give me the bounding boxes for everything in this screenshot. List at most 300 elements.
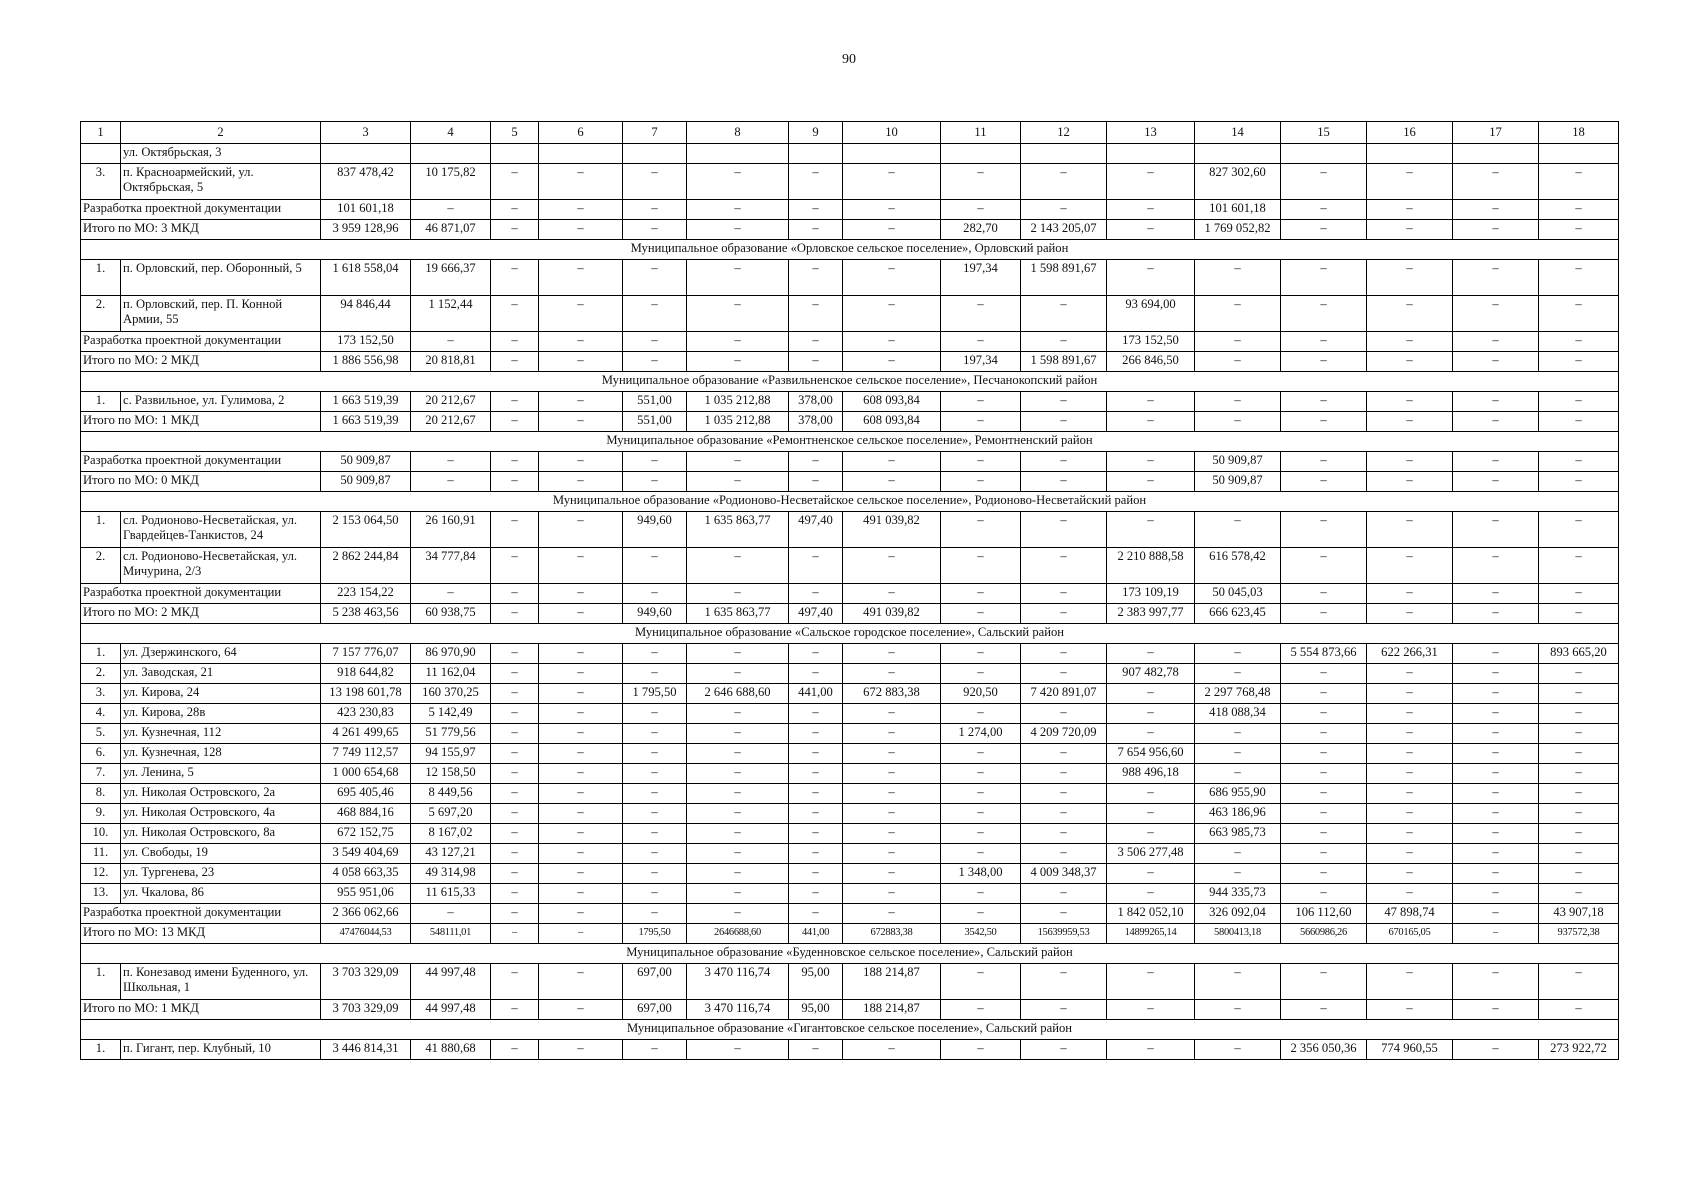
value-cell-col-6: – bbox=[539, 784, 623, 804]
value-cell-col-16: – bbox=[1367, 452, 1453, 472]
value-cell-col-6: – bbox=[539, 412, 623, 432]
value-cell-col-7: – bbox=[623, 724, 687, 744]
summary-row bbox=[81, 584, 1619, 604]
value-cell-col-16: 622 266,31 bbox=[1367, 644, 1453, 664]
value-cell-col-5: – bbox=[491, 904, 539, 924]
table-row bbox=[81, 864, 1619, 884]
value-cell-col-4: 44 997,48 bbox=[411, 964, 491, 1000]
value-cell-col-17: – bbox=[1453, 904, 1539, 924]
value-cell-col-17: – bbox=[1453, 924, 1539, 944]
value-cell-col-4: 26 160,91 bbox=[411, 512, 491, 548]
value-cell-col-8: – bbox=[687, 864, 789, 884]
value-cell-col-17: – bbox=[1453, 352, 1539, 372]
value-cell-col-6: – bbox=[539, 964, 623, 1000]
value-cell-col-13: – bbox=[1107, 220, 1195, 240]
value-cell-col-14: 1 769 052,82 bbox=[1195, 220, 1281, 240]
row-number: 4. bbox=[81, 704, 121, 724]
value-cell-col-6 bbox=[539, 144, 623, 164]
value-cell-col-4: 10 175,82 bbox=[411, 164, 491, 200]
value-cell-col-9 bbox=[789, 144, 843, 164]
value-cell-col-13: – bbox=[1107, 164, 1195, 200]
value-cell-col-13 bbox=[1107, 144, 1195, 164]
table-row bbox=[81, 964, 1619, 1000]
value-cell-col-4: – bbox=[411, 904, 491, 924]
value-cell-col-17: – bbox=[1453, 764, 1539, 784]
value-cell-col-8: – bbox=[687, 200, 789, 220]
value-cell-col-9: 95,00 bbox=[789, 964, 843, 1000]
value-cell-col-6: – bbox=[539, 472, 623, 492]
value-cell-col-15 bbox=[1281, 144, 1367, 164]
value-cell-col-4: 1 152,44 bbox=[411, 296, 491, 332]
value-cell-col-14: – bbox=[1195, 260, 1281, 296]
value-cell-col-17: – bbox=[1453, 220, 1539, 240]
value-cell-col-3: 50 909,87 bbox=[321, 472, 411, 492]
value-cell-col-18: – bbox=[1539, 200, 1619, 220]
value-cell-col-6: – bbox=[539, 1000, 623, 1020]
value-cell-col-7: – bbox=[623, 764, 687, 784]
column-header-9: 9 bbox=[789, 122, 843, 144]
value-cell-col-17: – bbox=[1453, 964, 1539, 1000]
section-header-row bbox=[81, 944, 1619, 964]
address-cell: п. Конезавод имени Буденного, ул. Школьная, 1 bbox=[121, 964, 321, 1000]
value-cell-col-10: – bbox=[843, 844, 941, 864]
table-row bbox=[81, 164, 1619, 200]
value-cell-col-12: – bbox=[1021, 664, 1107, 684]
value-cell-col-7: – bbox=[623, 784, 687, 804]
value-cell-col-17: – bbox=[1453, 472, 1539, 492]
value-cell-col-14: – bbox=[1195, 724, 1281, 744]
value-cell-col-10 bbox=[843, 144, 941, 164]
summary-label: Итого по МО: 2 МКД bbox=[81, 352, 321, 372]
value-cell-col-3: 918 644,82 bbox=[321, 664, 411, 684]
value-cell-col-6: – bbox=[539, 724, 623, 744]
table-row bbox=[81, 724, 1619, 744]
value-cell-col-18: – bbox=[1539, 260, 1619, 296]
value-cell-col-8: 1 635 863,77 bbox=[687, 512, 789, 548]
value-cell-col-6: – bbox=[539, 924, 623, 944]
value-cell-col-14: – bbox=[1195, 664, 1281, 684]
value-cell-col-7: – bbox=[623, 260, 687, 296]
value-cell-col-14: – bbox=[1195, 412, 1281, 432]
value-cell-col-5 bbox=[491, 144, 539, 164]
value-cell-col-7: – bbox=[623, 864, 687, 884]
value-cell-col-4: 49 314,98 bbox=[411, 864, 491, 884]
value-cell-col-16: – bbox=[1367, 584, 1453, 604]
value-cell-col-12: – bbox=[1021, 824, 1107, 844]
value-cell-col-5: – bbox=[491, 764, 539, 784]
value-cell-col-18: – bbox=[1539, 804, 1619, 824]
address-cell: п. Красноармейский, ул. Октябрьская, 5 bbox=[121, 164, 321, 200]
value-cell-col-13: 2 210 888,58 bbox=[1107, 548, 1195, 584]
value-cell-col-12: – bbox=[1021, 392, 1107, 412]
value-cell-col-13: – bbox=[1107, 392, 1195, 412]
table-row bbox=[81, 512, 1619, 548]
value-cell-col-14: – bbox=[1195, 864, 1281, 884]
value-cell-col-4: 11 615,33 bbox=[411, 884, 491, 904]
value-cell-col-18: – bbox=[1539, 724, 1619, 744]
value-cell-col-5: – bbox=[491, 164, 539, 200]
value-cell-col-7: – bbox=[623, 884, 687, 904]
value-cell-col-6: – bbox=[539, 824, 623, 844]
value-cell-col-11: 920,50 bbox=[941, 684, 1021, 704]
section-header-row bbox=[81, 624, 1619, 644]
value-cell-col-15: – bbox=[1281, 784, 1367, 804]
value-cell-col-8: 2 646 688,60 bbox=[687, 684, 789, 704]
value-cell-col-5: – bbox=[491, 924, 539, 944]
value-cell-col-9: 378,00 bbox=[789, 392, 843, 412]
value-cell-col-13: 7 654 956,60 bbox=[1107, 744, 1195, 764]
table-row bbox=[81, 684, 1619, 704]
value-cell-col-6: – bbox=[539, 844, 623, 864]
value-cell-col-14: – bbox=[1195, 296, 1281, 332]
value-cell-col-18: – bbox=[1539, 784, 1619, 804]
row-number: 1. bbox=[81, 1040, 121, 1060]
value-cell-col-15: 106 112,60 bbox=[1281, 904, 1367, 924]
section-header-row bbox=[81, 372, 1619, 392]
value-cell-col-16: – bbox=[1367, 220, 1453, 240]
value-cell-col-10: – bbox=[843, 664, 941, 684]
table-row bbox=[81, 144, 1619, 164]
value-cell-col-4: 20 212,67 bbox=[411, 392, 491, 412]
table-row bbox=[81, 704, 1619, 724]
value-cell-col-12: – bbox=[1021, 744, 1107, 764]
section-title: Муниципальное образование «Ремонтненское сельское поселение», Ремонтненский район bbox=[81, 432, 1619, 452]
value-cell-col-10: – bbox=[843, 744, 941, 764]
value-cell-col-17: – bbox=[1453, 296, 1539, 332]
value-cell-col-5: – bbox=[491, 392, 539, 412]
value-cell-col-15: – bbox=[1281, 704, 1367, 724]
value-cell-col-8: – bbox=[687, 764, 789, 784]
value-cell-col-9: – bbox=[789, 352, 843, 372]
value-cell-col-3: 3 446 814,31 bbox=[321, 1040, 411, 1060]
value-cell-col-11: – bbox=[941, 704, 1021, 724]
value-cell-col-17: – bbox=[1453, 724, 1539, 744]
value-cell-col-15: 2 356 050,36 bbox=[1281, 1040, 1367, 1060]
value-cell-col-3: 5 238 463,56 bbox=[321, 604, 411, 624]
value-cell-col-3: 2 366 062,66 bbox=[321, 904, 411, 924]
value-cell-col-7: 551,00 bbox=[623, 392, 687, 412]
value-cell-col-12: – bbox=[1021, 452, 1107, 472]
value-cell-col-4: 12 158,50 bbox=[411, 764, 491, 784]
column-header-15: 15 bbox=[1281, 122, 1367, 144]
value-cell-col-8: – bbox=[687, 164, 789, 200]
value-cell-col-17: – bbox=[1453, 1000, 1539, 1020]
column-header-11: 11 bbox=[941, 122, 1021, 144]
value-cell-col-15: 5 554 873,66 bbox=[1281, 644, 1367, 664]
value-cell-col-16: – bbox=[1367, 844, 1453, 864]
value-cell-col-4: 34 777,84 bbox=[411, 548, 491, 584]
value-cell-col-14: – bbox=[1195, 744, 1281, 764]
value-cell-col-16: – bbox=[1367, 764, 1453, 784]
value-cell-col-13: – bbox=[1107, 684, 1195, 704]
value-cell-col-4 bbox=[411, 144, 491, 164]
value-cell-col-17: – bbox=[1453, 804, 1539, 824]
value-cell-col-6: – bbox=[539, 332, 623, 352]
value-cell-col-4: – bbox=[411, 200, 491, 220]
value-cell-col-14: – bbox=[1195, 644, 1281, 664]
value-cell-col-7: 697,00 bbox=[623, 1000, 687, 1020]
value-cell-col-3: 1 618 558,04 bbox=[321, 260, 411, 296]
value-cell-col-4: – bbox=[411, 584, 491, 604]
value-cell-col-14: – bbox=[1195, 352, 1281, 372]
address-cell: п. Орловский, пер. Оборонный, 5 bbox=[121, 260, 321, 296]
value-cell-col-14: – bbox=[1195, 512, 1281, 548]
value-cell-col-3: 955 951,06 bbox=[321, 884, 411, 904]
table-row bbox=[81, 804, 1619, 824]
value-cell-col-7: – bbox=[623, 352, 687, 372]
value-cell-col-13: – bbox=[1107, 804, 1195, 824]
value-cell-col-12: – bbox=[1021, 512, 1107, 548]
value-cell-col-5: – bbox=[491, 824, 539, 844]
value-cell-col-13: 1 842 052,10 bbox=[1107, 904, 1195, 924]
address-cell: с. Развильное, ул. Гулимова, 2 bbox=[121, 392, 321, 412]
value-cell-col-5: – bbox=[491, 804, 539, 824]
value-cell-col-13: 173 109,19 bbox=[1107, 584, 1195, 604]
value-cell-col-15: – bbox=[1281, 472, 1367, 492]
value-cell-col-13: – bbox=[1107, 724, 1195, 744]
value-cell-col-14: – bbox=[1195, 1040, 1281, 1060]
value-cell-col-15: – bbox=[1281, 744, 1367, 764]
value-cell-col-9: 441,00 bbox=[789, 924, 843, 944]
value-cell-col-13: – bbox=[1107, 1000, 1195, 1020]
value-cell-col-15: – bbox=[1281, 548, 1367, 584]
value-cell-col-12: – bbox=[1021, 584, 1107, 604]
value-cell-col-6: – bbox=[539, 664, 623, 684]
table-row bbox=[81, 844, 1619, 864]
value-cell-col-15: – bbox=[1281, 604, 1367, 624]
row-number: 10. bbox=[81, 824, 121, 844]
column-header-4: 4 bbox=[411, 122, 491, 144]
value-cell-col-6: – bbox=[539, 804, 623, 824]
value-cell-col-14: 50 909,87 bbox=[1195, 452, 1281, 472]
value-cell-col-14: 101 601,18 bbox=[1195, 200, 1281, 220]
value-cell-col-7 bbox=[623, 144, 687, 164]
value-cell-col-18: – bbox=[1539, 704, 1619, 724]
value-cell-col-8: – bbox=[687, 824, 789, 844]
value-cell-col-8: 2646688,60 bbox=[687, 924, 789, 944]
section-title: Муниципальное образование «Гигантовское сельское поселение», Сальский район bbox=[81, 1020, 1619, 1040]
value-cell-col-9: – bbox=[789, 844, 843, 864]
value-cell-col-16: – bbox=[1367, 200, 1453, 220]
address-cell: ул. Николая Островского, 4а bbox=[121, 804, 321, 824]
value-cell-col-16: – bbox=[1367, 744, 1453, 764]
value-cell-col-18: – bbox=[1539, 452, 1619, 472]
column-header-8: 8 bbox=[687, 122, 789, 144]
value-cell-col-14: – bbox=[1195, 392, 1281, 412]
value-cell-col-11 bbox=[941, 144, 1021, 164]
table-row bbox=[81, 296, 1619, 332]
value-cell-col-18: – bbox=[1539, 512, 1619, 548]
value-cell-col-7: – bbox=[623, 452, 687, 472]
value-cell-col-8: – bbox=[687, 664, 789, 684]
value-cell-col-5: – bbox=[491, 1040, 539, 1060]
value-cell-col-17: – bbox=[1453, 1040, 1539, 1060]
value-cell-col-16: – bbox=[1367, 296, 1453, 332]
value-cell-col-11: 282,70 bbox=[941, 220, 1021, 240]
value-cell-col-10: 491 039,82 bbox=[843, 604, 941, 624]
value-cell-col-11: – bbox=[941, 472, 1021, 492]
value-cell-col-15: – bbox=[1281, 804, 1367, 824]
value-cell-col-4: 51 779,56 bbox=[411, 724, 491, 744]
value-cell-col-6: – bbox=[539, 864, 623, 884]
summary-label: Итого по МО: 0 МКД bbox=[81, 472, 321, 492]
value-cell-col-9: – bbox=[789, 200, 843, 220]
value-cell-col-12: – bbox=[1021, 296, 1107, 332]
value-cell-col-5: – bbox=[491, 332, 539, 352]
value-cell-col-13: – bbox=[1107, 964, 1195, 1000]
value-cell-col-5: – bbox=[491, 512, 539, 548]
value-cell-col-14: – bbox=[1195, 332, 1281, 352]
value-cell-col-10: – bbox=[843, 584, 941, 604]
value-cell-col-13: – bbox=[1107, 512, 1195, 548]
value-cell-col-6: – bbox=[539, 512, 623, 548]
value-cell-col-12: – bbox=[1021, 604, 1107, 624]
value-cell-col-15: – bbox=[1281, 200, 1367, 220]
value-cell-col-6: – bbox=[539, 604, 623, 624]
table-row bbox=[81, 1040, 1619, 1060]
table-row bbox=[81, 824, 1619, 844]
column-header-3: 3 bbox=[321, 122, 411, 144]
value-cell-col-10: – bbox=[843, 332, 941, 352]
value-cell-col-6: – bbox=[539, 200, 623, 220]
value-cell-col-18: – bbox=[1539, 864, 1619, 884]
value-cell-col-14: 616 578,42 bbox=[1195, 548, 1281, 584]
value-cell-col-10: 608 093,84 bbox=[843, 412, 941, 432]
value-cell-col-15: – bbox=[1281, 884, 1367, 904]
summary-row bbox=[81, 332, 1619, 352]
value-cell-col-7: 1 795,50 bbox=[623, 684, 687, 704]
value-cell-col-5: – bbox=[491, 452, 539, 472]
value-cell-col-12: – bbox=[1021, 844, 1107, 864]
section-header-row bbox=[81, 1020, 1619, 1040]
row-number: 8. bbox=[81, 784, 121, 804]
summary-label: Разработка проектной документации bbox=[81, 452, 321, 472]
value-cell-col-8: – bbox=[687, 784, 789, 804]
value-cell-col-3: 94 846,44 bbox=[321, 296, 411, 332]
address-cell: ул. Кирова, 24 bbox=[121, 684, 321, 704]
value-cell-col-10: – bbox=[843, 452, 941, 472]
value-cell-col-13: – bbox=[1107, 1040, 1195, 1060]
row-number: 13. bbox=[81, 884, 121, 904]
value-cell-col-8: 3 470 116,74 bbox=[687, 964, 789, 1000]
value-cell-col-3 bbox=[321, 144, 411, 164]
value-cell-col-4: 94 155,97 bbox=[411, 744, 491, 764]
value-cell-col-15: – bbox=[1281, 332, 1367, 352]
value-cell-col-4: 8 449,56 bbox=[411, 784, 491, 804]
value-cell-col-10: – bbox=[843, 472, 941, 492]
value-cell-col-7: – bbox=[623, 804, 687, 824]
value-cell-col-13: – bbox=[1107, 824, 1195, 844]
value-cell-col-11: – bbox=[941, 1000, 1021, 1020]
value-cell-col-15: – bbox=[1281, 964, 1367, 1000]
value-cell-col-18: – bbox=[1539, 664, 1619, 684]
value-cell-col-11: 197,34 bbox=[941, 352, 1021, 372]
value-cell-col-6: – bbox=[539, 352, 623, 372]
value-cell-col-4: 60 938,75 bbox=[411, 604, 491, 624]
value-cell-col-11: – bbox=[941, 744, 1021, 764]
value-cell-col-8: – bbox=[687, 644, 789, 664]
section-title: Муниципальное образование «Развильненское сельское поселение», Песчанокопский район bbox=[81, 372, 1619, 392]
value-cell-col-15: – bbox=[1281, 844, 1367, 864]
value-cell-col-13: 93 694,00 bbox=[1107, 296, 1195, 332]
address-cell: ул. Ленина, 5 bbox=[121, 764, 321, 784]
value-cell-col-5: – bbox=[491, 472, 539, 492]
value-cell-col-5: – bbox=[491, 644, 539, 664]
value-cell-col-5: – bbox=[491, 704, 539, 724]
value-cell-col-18: 273 922,72 bbox=[1539, 1040, 1619, 1060]
value-cell-col-3: 7 157 776,07 bbox=[321, 644, 411, 664]
page-number: 90 bbox=[842, 52, 856, 67]
value-cell-col-8: – bbox=[687, 704, 789, 724]
value-cell-col-17: – bbox=[1453, 452, 1539, 472]
value-cell-col-17: – bbox=[1453, 412, 1539, 432]
value-cell-col-12: – bbox=[1021, 904, 1107, 924]
value-cell-col-14: 2 297 768,48 bbox=[1195, 684, 1281, 704]
value-cell-col-8: – bbox=[687, 260, 789, 296]
value-cell-col-9: – bbox=[789, 1040, 843, 1060]
value-cell-col-6: – bbox=[539, 904, 623, 924]
table-row bbox=[81, 548, 1619, 584]
value-cell-col-3: 47476044,53 bbox=[321, 924, 411, 944]
column-header-2: 2 bbox=[121, 122, 321, 144]
value-cell-col-16: – bbox=[1367, 804, 1453, 824]
value-cell-col-9: – bbox=[789, 332, 843, 352]
value-cell-col-13: – bbox=[1107, 704, 1195, 724]
value-cell-col-18: – bbox=[1539, 296, 1619, 332]
summary-label: Разработка проектной документации bbox=[81, 584, 321, 604]
row-number: 3. bbox=[81, 684, 121, 704]
value-cell-col-4: 548111,01 bbox=[411, 924, 491, 944]
value-cell-col-16: – bbox=[1367, 704, 1453, 724]
value-cell-col-14: 663 985,73 bbox=[1195, 824, 1281, 844]
table-row bbox=[81, 664, 1619, 684]
value-cell-col-14: 827 302,60 bbox=[1195, 164, 1281, 200]
value-cell-col-15: – bbox=[1281, 724, 1367, 744]
value-cell-col-15: – bbox=[1281, 684, 1367, 704]
address-cell: ул. Октябрьская, 3 bbox=[121, 144, 321, 164]
value-cell-col-10: – bbox=[843, 904, 941, 924]
value-cell-col-11: – bbox=[941, 332, 1021, 352]
value-cell-col-18: 937572,38 bbox=[1539, 924, 1619, 944]
value-cell-col-4: 5 142,49 bbox=[411, 704, 491, 724]
value-cell-col-14: 666 623,45 bbox=[1195, 604, 1281, 624]
value-cell-col-11: – bbox=[941, 512, 1021, 548]
value-cell-col-6: – bbox=[539, 1040, 623, 1060]
value-cell-col-6: – bbox=[539, 884, 623, 904]
address-cell: п. Орловский, пер. П. Конной Армии, 55 bbox=[121, 296, 321, 332]
value-cell-col-10: – bbox=[843, 724, 941, 744]
table-row bbox=[81, 884, 1619, 904]
value-cell-col-3: 3 703 329,09 bbox=[321, 964, 411, 1000]
table-row bbox=[81, 784, 1619, 804]
value-cell-col-3: 3 959 128,96 bbox=[321, 220, 411, 240]
value-cell-col-13: – bbox=[1107, 472, 1195, 492]
value-cell-col-7: – bbox=[623, 1040, 687, 1060]
table-row bbox=[81, 744, 1619, 764]
value-cell-col-5: – bbox=[491, 784, 539, 804]
value-cell-col-3: 1 000 654,68 bbox=[321, 764, 411, 784]
value-cell-col-12: – bbox=[1021, 164, 1107, 200]
value-cell-col-17: – bbox=[1453, 584, 1539, 604]
value-cell-col-9: – bbox=[789, 884, 843, 904]
value-cell-col-11: – bbox=[941, 604, 1021, 624]
value-cell-col-10: – bbox=[843, 220, 941, 240]
value-cell-col-5: – bbox=[491, 724, 539, 744]
summary-label: Разработка проектной документации bbox=[81, 200, 321, 220]
value-cell-col-14: 944 335,73 bbox=[1195, 884, 1281, 904]
summary-row bbox=[81, 1000, 1619, 1020]
value-cell-col-12: – bbox=[1021, 764, 1107, 784]
